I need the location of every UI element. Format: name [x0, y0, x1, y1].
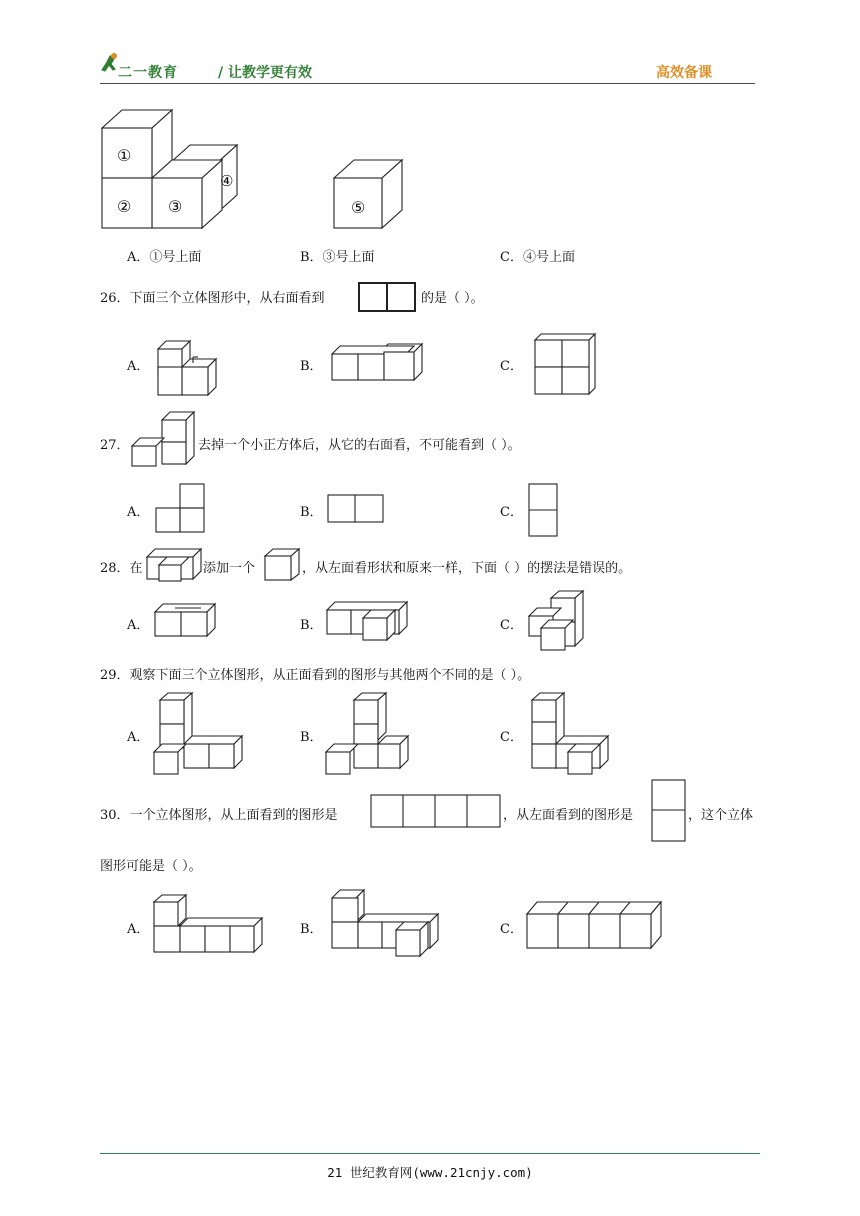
q30-top-view-figure	[370, 794, 502, 828]
q28-single-cube-figure	[263, 548, 301, 582]
header-slogan: / 让教学更有效	[218, 65, 312, 81]
q27-option-b-figure[interactable]	[326, 494, 386, 524]
q28-option-b-label[interactable]: B．	[300, 618, 323, 633]
q25-label-5: ⑤	[351, 198, 366, 217]
q26-text-before: 26．下面三个立体图形中，从右面看到	[100, 291, 325, 306]
q28-option-c-figure[interactable]	[527, 590, 587, 652]
q26-right-view-figure	[358, 282, 418, 314]
q27-option-b-label[interactable]: B．	[300, 505, 323, 520]
q27-text: 去掉一个小正方体后，从它的右面看，不可能看到（ ）。	[198, 438, 521, 453]
q28-option-c-label[interactable]: C．	[500, 618, 523, 633]
q25-label-2: ②	[117, 197, 132, 216]
q27-number: 27．	[100, 438, 130, 453]
q30-option-b-figure[interactable]	[330, 886, 440, 960]
q29-option-a-label[interactable]: A．	[127, 730, 150, 745]
q28-option-a-figure[interactable]	[153, 602, 217, 638]
q29-option-c-figure[interactable]	[530, 692, 610, 776]
q29-option-c-label[interactable]: C．	[500, 730, 523, 745]
q25-option-a[interactable]: A．①号上面	[127, 250, 202, 265]
q28-text-2: 添加一个	[203, 561, 256, 576]
header-divider	[100, 83, 755, 84]
q27-option-c-figure[interactable]	[527, 483, 559, 538]
q29-option-b-figure[interactable]	[324, 692, 410, 776]
q27-option-a-figure[interactable]	[154, 483, 208, 533]
q28-option-b-figure[interactable]	[325, 600, 409, 642]
q26-text-after: 的是（ ）。	[421, 291, 484, 306]
q25-label-3: ③	[168, 197, 183, 216]
q25-label-4: ④	[220, 172, 234, 190]
q30-text-1: 30．一个立体图形，从上面看到的图形是	[100, 808, 338, 823]
q30-option-c-label[interactable]: C．	[500, 922, 523, 937]
q25-label-1: ①	[117, 146, 132, 165]
q26-option-a-figure[interactable]	[158, 335, 218, 397]
header-brand[interactable]: 二一教育	[118, 65, 178, 81]
header-right-title: 高效备课	[656, 65, 712, 81]
q28-base-figure	[145, 547, 203, 583]
q26-option-a-label[interactable]: A．	[127, 359, 150, 374]
q26-option-c-label[interactable]: C．	[500, 359, 523, 374]
q28-option-a-label[interactable]: A．	[127, 618, 150, 633]
q30-option-b-label[interactable]: B．	[300, 922, 323, 937]
q25-cube-5	[332, 158, 407, 233]
q30-text-2: ，从左面看到的图形是	[503, 808, 634, 823]
q29-text: 29．观察下面三个立体图形，从正面看到的图形与其他两个不同的是（ ）。	[100, 668, 531, 683]
q25-option-b[interactable]: B．③号上面	[300, 250, 375, 265]
q30-text-3: ，这个立体	[688, 808, 754, 823]
q25-option-c[interactable]: C．④号上面	[500, 250, 575, 265]
q28-text-3: ，从左面看形状和原来一样，下面（ ）的摆法是错误的。	[302, 561, 632, 576]
footer-text[interactable]: 21 世纪教育网(www.21cnjy.com)	[327, 1165, 533, 1180]
q27-option-a-label[interactable]: A．	[127, 505, 150, 520]
q30-left-view-figure	[651, 779, 687, 843]
q26-option-b-label[interactable]: B．	[300, 359, 323, 374]
brand-logo-icon	[100, 52, 120, 82]
q26-option-b-figure[interactable]	[330, 340, 425, 382]
q27-figure	[130, 410, 198, 470]
q30-option-c-figure[interactable]	[525, 900, 665, 950]
q26-option-c-figure[interactable]	[533, 332, 598, 396]
q30-text-line2: 图形可能是（ ）。	[100, 859, 202, 874]
q29-option-b-label[interactable]: B．	[300, 730, 323, 745]
q28-text-1: 28．在	[100, 561, 143, 576]
q27-option-c-label[interactable]: C．	[500, 505, 523, 520]
q30-option-a-figure[interactable]	[152, 894, 264, 954]
footer-divider	[100, 1153, 760, 1154]
q30-option-a-label[interactable]: A．	[127, 922, 150, 937]
q29-option-a-figure[interactable]	[152, 692, 244, 776]
